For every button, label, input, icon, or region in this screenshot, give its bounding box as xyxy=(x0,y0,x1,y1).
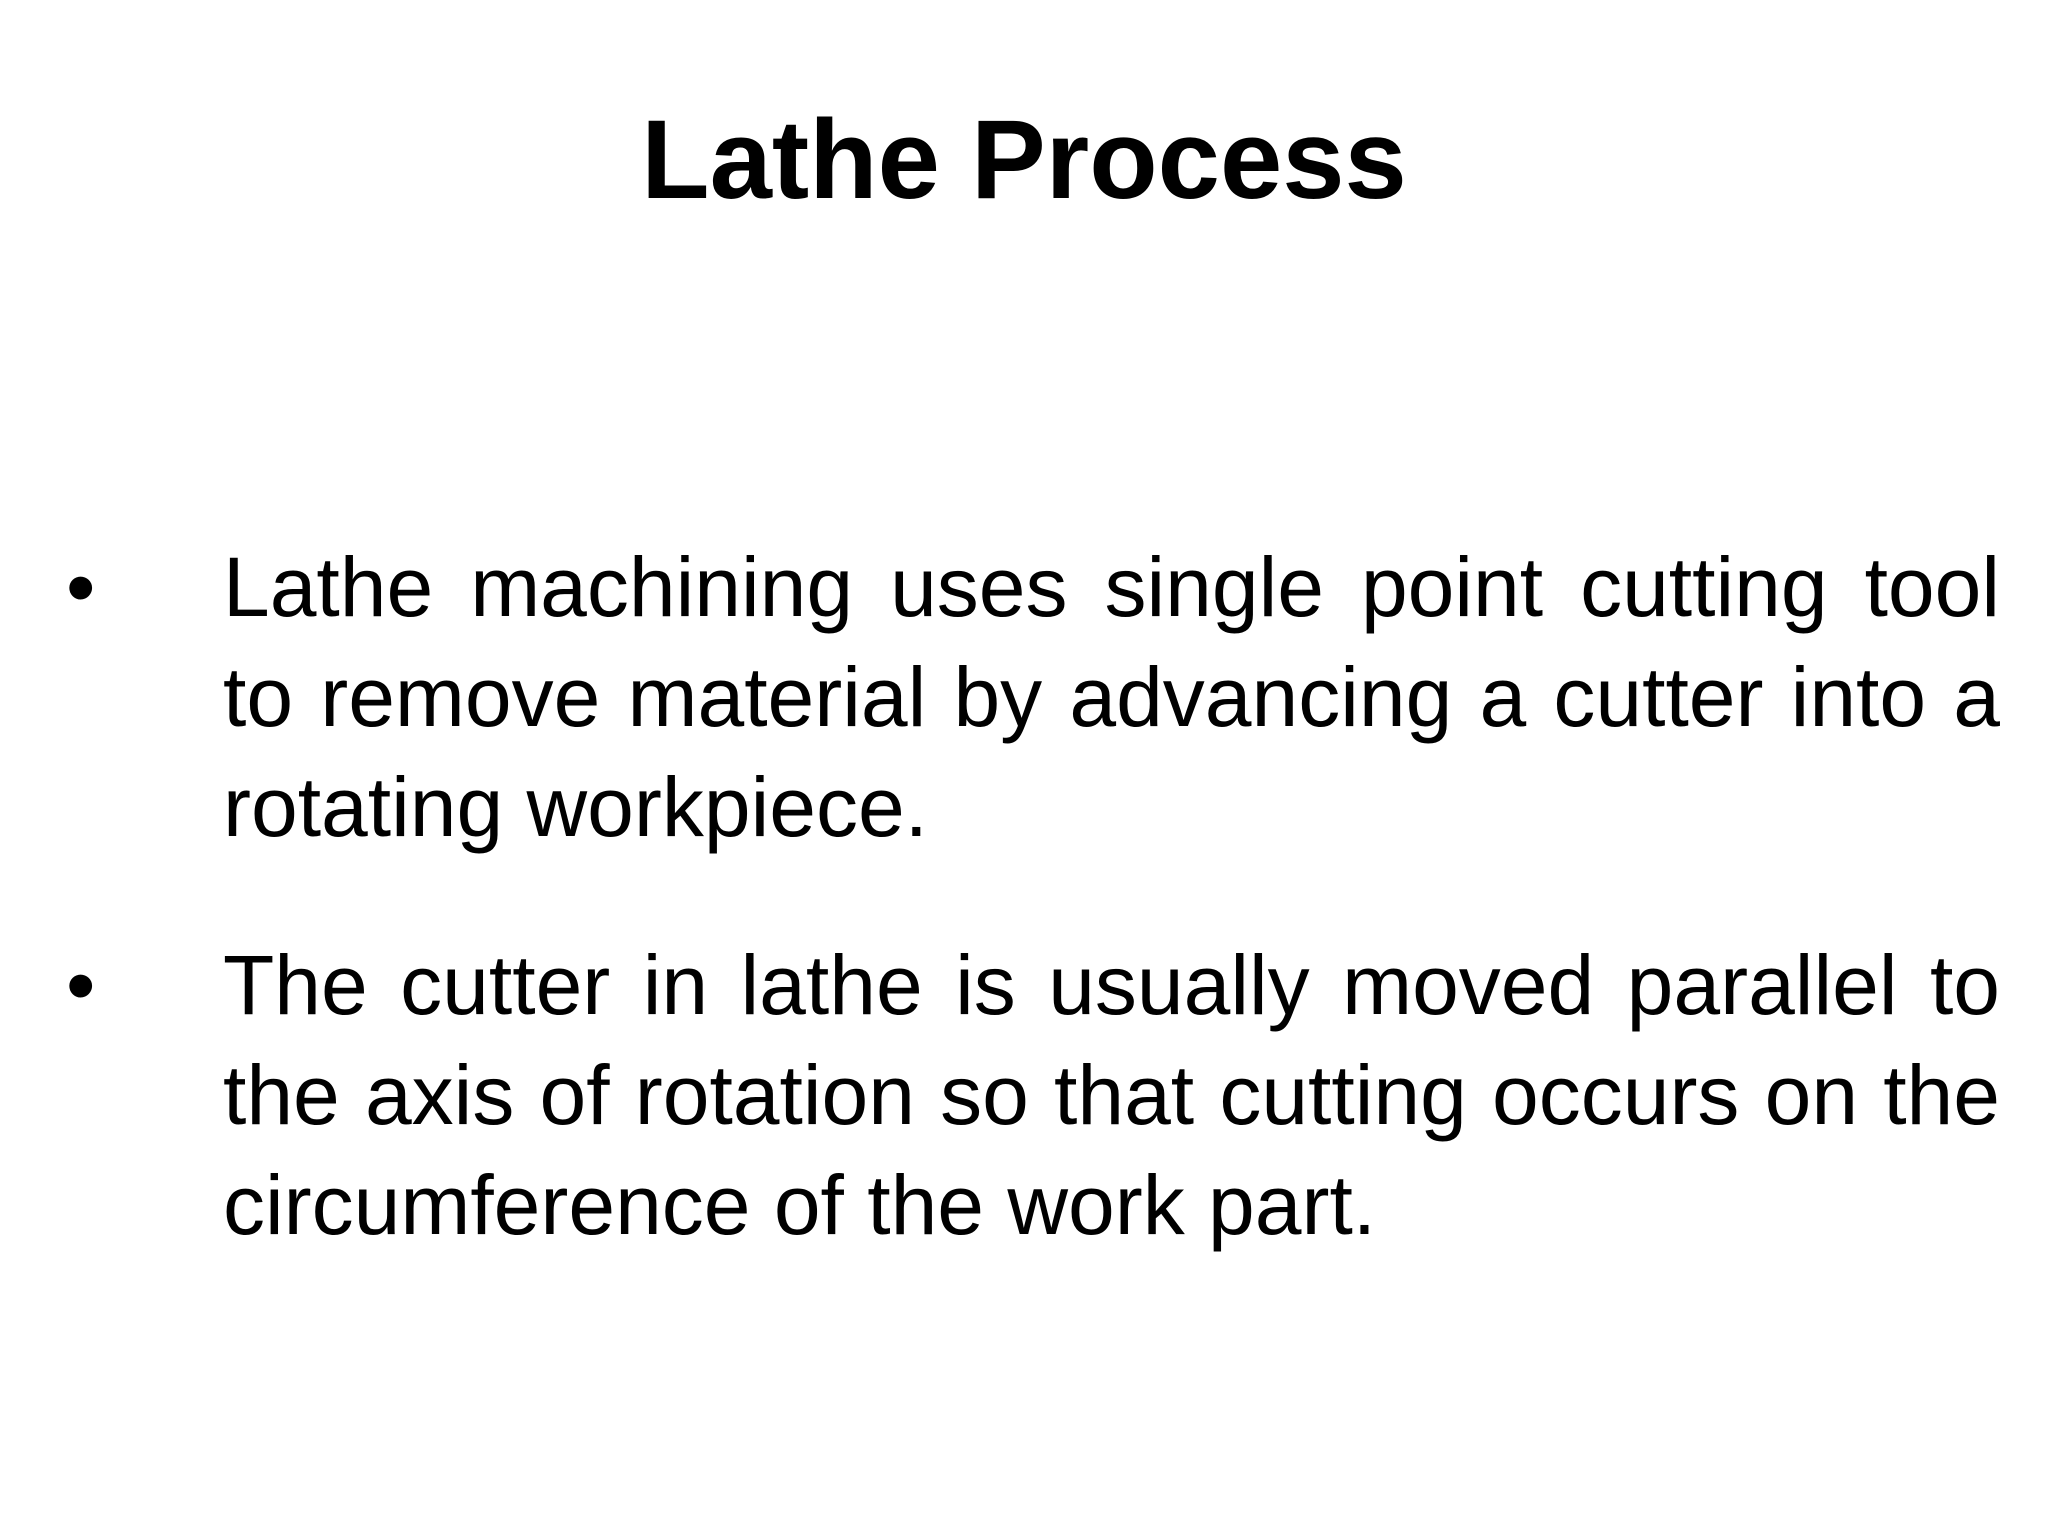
bullet-marker: • xyxy=(66,540,96,634)
bullet-text: The cutter in lathe is usually moved parallel to the axis of rotation so that cutting occurs on the circumference of the work part. xyxy=(223,938,2000,1252)
bullet-marker: • xyxy=(66,938,96,1032)
slide-title: Lathe Process xyxy=(641,97,1407,222)
bullet-text: Lathe machining uses single point cutting tool to remove material by advancing a cutter into a rotating workpiece. xyxy=(223,540,2000,854)
